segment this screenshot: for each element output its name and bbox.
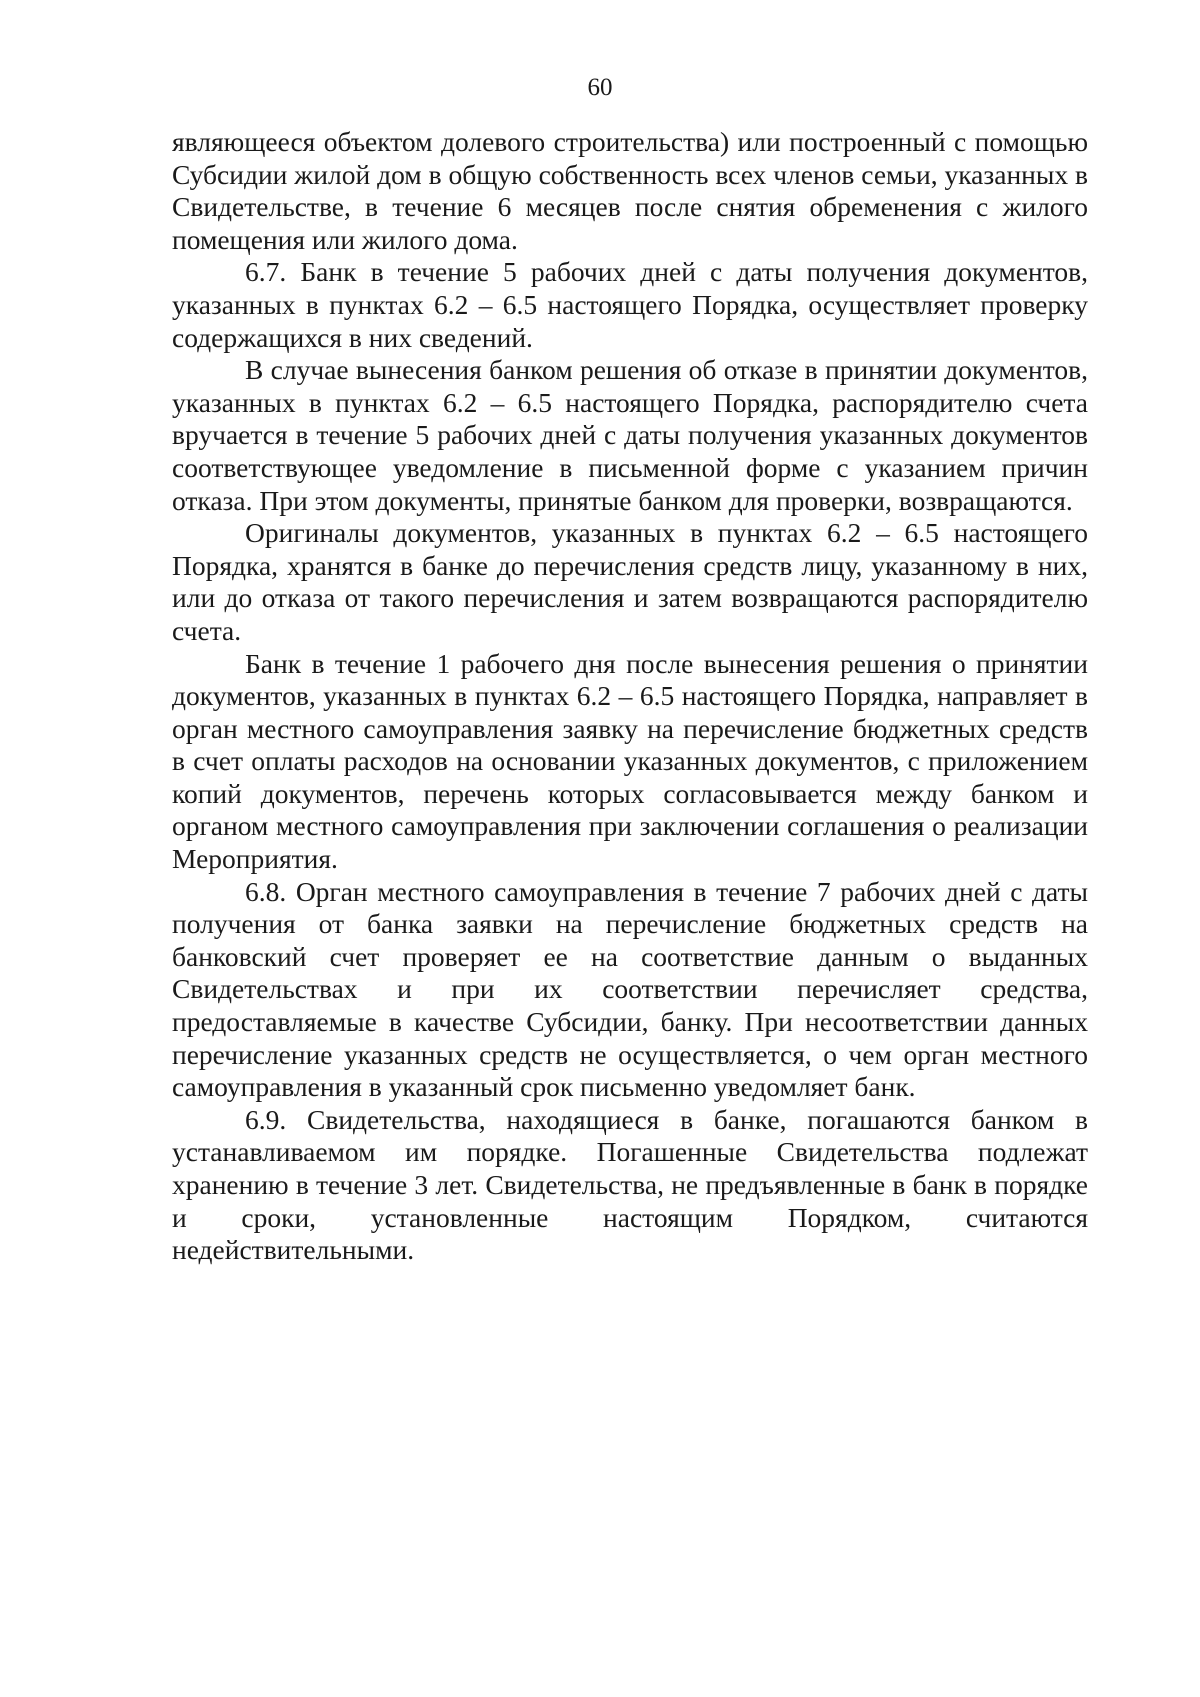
- paragraph-refusal: В случае вынесения банком решения об отказе в принятии документов, указанных в пунктах 6.2 – 6.5 настоящего Порядка, распорядителю счета вручается в течение 5 рабочих дней с даты получения указанных документов соответствующее уведомление в письменной форме с указанием причин отказа. При этом документы, принятые банком для проверки, возвращаются.: [172, 354, 1088, 516]
- paragraph-bank-request: Банк в течение 1 рабочего дня после вынесения решения о принятии документов, указанных в пунктах 6.2 – 6.5 настоящего Порядка, направляет в орган местного самоуправления заявку на перечисление бюджетных средств в счет оплаты расходов на основании указанных документов, с приложением копий документов, перечень которых согласовывается между банком и органом местного самоуправления при заключении соглашения о реализации Мероприятия.: [172, 647, 1088, 875]
- paragraph-6-7: 6.7. Банк в течение 5 рабочих дней с даты получения документов, указанных в пунктах 6.2 – 6.5 настоящего Порядка, осуществляет проверку содержащихся в них сведений.: [172, 256, 1088, 353]
- paragraph-6-9: 6.9. Свидетельства, находящиеся в банке, погашаются банком в устанавливаемом им порядке. Погашенные Свидетельства подлежат хранению в течение 3 лет. Свидетельства, не предъявленные в банк в порядке и сроки, установленные настоящим Порядком, считаются недействительными.: [172, 1103, 1088, 1266]
- document-body: [172, 126, 1088, 1267]
- paragraph-6-8: 6.8. Орган местного самоуправления в течение 7 рабочих дней с даты получения от банка заявки на перечисление бюджетных средств на банковский счет проверяет ее на соответствие данным о выданных Свидетельствах и при их соответствии перечисляет средства, предоставляемые в качестве Субсидии, банку. При несоответствии данных перечисление указанных средств не осуществляется, о чем орган местного самоуправления в указанный срок письменно уведомляет банк.: [172, 875, 1088, 1103]
- paragraph-continuation: являющееся объектом долевого строительства) или построенный с помощью Субсидии жилой дом в общую собственность всех членов семьи, указанных в Свидетельстве, в течение 6 месяцев после снятия обременения с жилого помещения или жилого дома.: [172, 126, 1088, 255]
- page-number: 60: [587, 74, 613, 101]
- paragraph-originals: Оригиналы документов, указанных в пунктах 6.2 – 6.5 настоящего Порядка, хранятся в банке до перечисления средств лицу, указанному в них, или до отказа от такого перечисления и затем возвращаются распорядителю счета.: [172, 517, 1088, 646]
